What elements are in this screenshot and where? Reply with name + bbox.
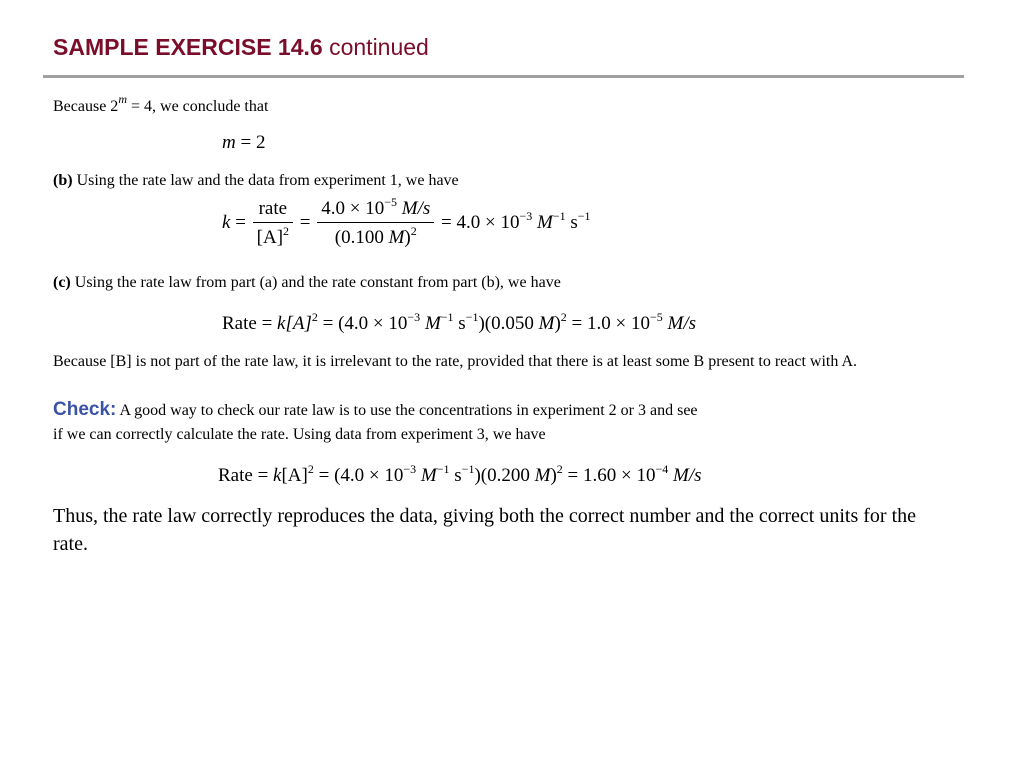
equation-k-frac2-num-unit: M/s	[397, 198, 431, 219]
rate1-sup6: −5	[649, 310, 663, 324]
rate1-c: = (4.0 × 10	[317, 313, 408, 334]
rate2-sup6: −4	[655, 462, 669, 476]
rate1-a: Rate =	[222, 313, 278, 334]
check-text-1: A good way to check our rate law is to use the concentrations in experiment 2 or 3 and see	[116, 402, 698, 419]
title-divider	[43, 75, 964, 78]
equation-k-fraction-1	[253, 197, 293, 250]
part-c-line	[53, 271, 561, 294]
rate2-b: [A]	[281, 465, 308, 486]
rate2-k: k	[273, 465, 282, 486]
check-text-2: if we can correctly calculate the rate. Using data from experiment 3, we have	[53, 426, 546, 443]
equation-k-lhs: k	[222, 211, 231, 233]
rate1-d: s	[453, 313, 466, 334]
slide-title-continued: continued	[329, 34, 429, 60]
rate2-sup5: 2	[556, 462, 563, 476]
rate1-sup1: 2	[311, 310, 318, 324]
check-label: Check:	[53, 399, 117, 420]
equation-k-frac2-den-sup: 2	[410, 224, 417, 238]
rate2-d: s	[449, 465, 462, 486]
equation-k-res-unit1: M	[532, 211, 553, 233]
equation-k-eq2: =	[295, 211, 316, 233]
rate2-sup4: −1	[461, 462, 475, 476]
equation-k-frac2-den-b: )	[404, 227, 411, 248]
rate2-sup1: 2	[307, 462, 314, 476]
part-b-label: (b)	[53, 172, 73, 189]
part-b-text: Using the rate law and the data from experiment 1, we have	[72, 172, 459, 189]
conclusion-paragraph: Thus, the rate law correctly reproduces the data, giving both the correct number and the correct units for the rate.	[53, 505, 916, 555]
rate2-u3: M/s	[668, 465, 702, 486]
rate1-f: )	[554, 313, 561, 334]
rate2-sup3: −1	[436, 462, 450, 476]
rate2-sup2: −3	[403, 462, 417, 476]
equation-k-fraction-2-numerator	[317, 197, 434, 223]
equation-rate-1	[222, 312, 696, 336]
rate1-u1: M	[420, 313, 441, 334]
equation-k-frac2-num-sup: −5	[384, 195, 398, 209]
rate1-sup3: −1	[440, 310, 454, 324]
slide-title-bold: SAMPLE EXERCISE 14.6	[53, 34, 323, 60]
equation-k-frac2-den-a: (0.100	[334, 227, 389, 248]
rate1-e: )(0.050	[478, 313, 539, 334]
equation-k-eq1: =	[230, 211, 251, 233]
check-paragraph	[53, 398, 963, 447]
rate2-e: )(0.200	[474, 465, 535, 486]
rate2-g: = 1.60 × 10	[562, 465, 656, 486]
equation-k-result: = 4.0 × 10	[436, 211, 520, 233]
intro-exponent: m	[118, 92, 127, 106]
equation-m-rest: = 2	[235, 132, 266, 153]
rate2-u1: M	[416, 465, 437, 486]
equation-k-res-sup1: −3	[519, 208, 533, 223]
equation-k	[222, 197, 591, 250]
equation-k-frac2-den-unit: M	[388, 227, 405, 248]
equation-k-res-sup3: −1	[577, 208, 591, 223]
intro-pre: Because 2	[53, 98, 119, 115]
equation-k-frac1-den-text: [A]	[256, 227, 284, 248]
equation-k-res-sup2: −1	[552, 208, 566, 223]
equation-k-fraction-2-denominator	[317, 223, 434, 250]
equation-m-var: m	[222, 132, 236, 153]
part-c-text: Using the rate law from part (a) and the rate constant from part (b), we have	[70, 274, 561, 291]
equation-rate-2	[218, 464, 702, 488]
rate1-sup5: 2	[560, 310, 567, 324]
equation-k-frac1-den-sup: 2	[283, 224, 290, 238]
part-b-line	[53, 169, 459, 192]
equation-k-fraction-2	[317, 197, 434, 250]
rate1-sup2: −3	[407, 310, 421, 324]
rate2-f: )	[550, 465, 557, 486]
equation-k-frac2-num-a: 4.0 × 10	[321, 198, 385, 219]
equation-k-res-unit2: s	[565, 211, 578, 233]
slide-title	[53, 33, 429, 61]
rate1-u3: M/s	[662, 313, 697, 334]
part-c-label: (c)	[53, 274, 71, 291]
rate2-c: = (4.0 × 10	[313, 465, 404, 486]
rate1-sup4: −1	[465, 310, 479, 324]
intro-line	[53, 92, 269, 118]
rate2-a: Rate =	[218, 465, 274, 486]
rate1-u2: M	[538, 313, 555, 334]
equation-k-fraction-1-denominator	[253, 223, 293, 250]
rate1-g: = 1.0 × 10	[566, 313, 650, 334]
rate1-k: k	[277, 313, 286, 334]
equation-m	[222, 131, 265, 155]
equation-k-fraction-1-numerator: rate	[253, 197, 293, 223]
intro-post: = 4, we conclude that	[126, 98, 269, 115]
paragraph-b-irrelevant: Because [B] is not part of the rate law, it is irrelevant to the rate, provided that there is at least some B present to react with A.	[53, 353, 858, 370]
rate1-b: [A]	[285, 313, 312, 334]
rate2-u2: M	[534, 465, 551, 486]
